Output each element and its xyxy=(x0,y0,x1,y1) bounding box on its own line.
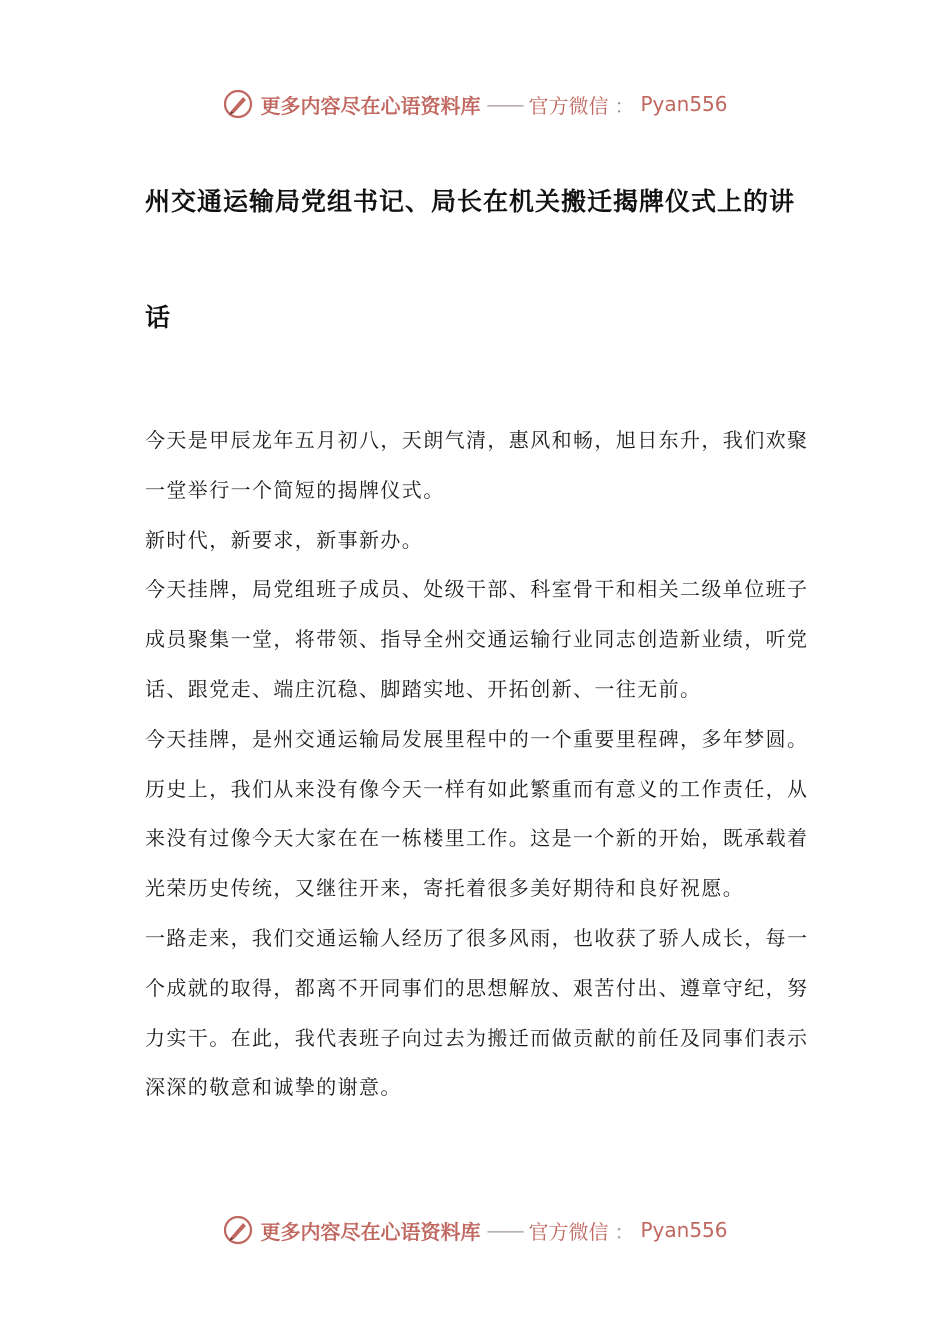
pen-logo-icon xyxy=(222,1214,254,1246)
watermark-prefix: 更多内容尽在心语资料库 xyxy=(260,93,481,118)
pen-logo-icon xyxy=(222,88,254,120)
watermark-separator: ： xyxy=(614,93,635,118)
document-title-line-2: 话 xyxy=(145,303,172,332)
paragraph: 今天挂牌，局党组班子成员、处级干部、科室骨干和相关二级单位班子成员聚集一堂，将带领、指导全州交通运输行业同志创造新业绩，听党话、跟党走、端庄沉稳、脚踏实地、开拓创新、一往无前。 xyxy=(145,577,809,701)
paragraph: 今天挂牌，是州交通运输局发展里程中的一个重要里程碑，多年梦圆。历史上，我们从来没有像今天一样有如此繁重而有意义的工作责任，从来没有过像今天大家在在一栋楼里工作。这是一个新的开始，既承载着光荣历史传统，又继往开来，寄托着很多美好期待和良好祝愿。 xyxy=(145,726,809,901)
header-watermark xyxy=(0,82,950,126)
paragraph: 今天是甲辰龙年五月初八，天朗气清，惠风和畅，旭日东升，我们欢聚一堂举行一个简短的揭牌仪式。 xyxy=(145,428,809,502)
paragraph: 一路走来，我们交通运输人经历了很多风雨，也收获了骄人成长，每一个成就的取得，都离不开同事们的思想解放、艰苦付出、遵章守纪，努力实干。在此，我代表班子向过去为搬迁而做贡献的前任及同事们表示深深的敬意和诚挚的谢意。 xyxy=(145,925,809,1100)
watermark-label: 官方微信 xyxy=(528,93,609,118)
watermark-dash: —— xyxy=(486,1218,523,1242)
document-body xyxy=(145,416,810,1113)
footer-watermark xyxy=(0,1208,950,1252)
watermark-label: 官方微信 xyxy=(528,1219,609,1244)
watermark-prefix: 更多内容尽在心语资料库 xyxy=(260,1219,481,1244)
watermark-dash: —— xyxy=(486,92,523,116)
watermark-handle: Pyan556 xyxy=(640,1218,728,1242)
paragraph: 新时代，新要求，新事新办。 xyxy=(145,527,424,552)
watermark-separator: ： xyxy=(614,1219,635,1244)
watermark-handle: Pyan556 xyxy=(640,92,728,116)
document-title-line-1: 州交通运输局党组书记、局长在机关搬迁揭牌仪式上的讲 xyxy=(145,187,796,216)
